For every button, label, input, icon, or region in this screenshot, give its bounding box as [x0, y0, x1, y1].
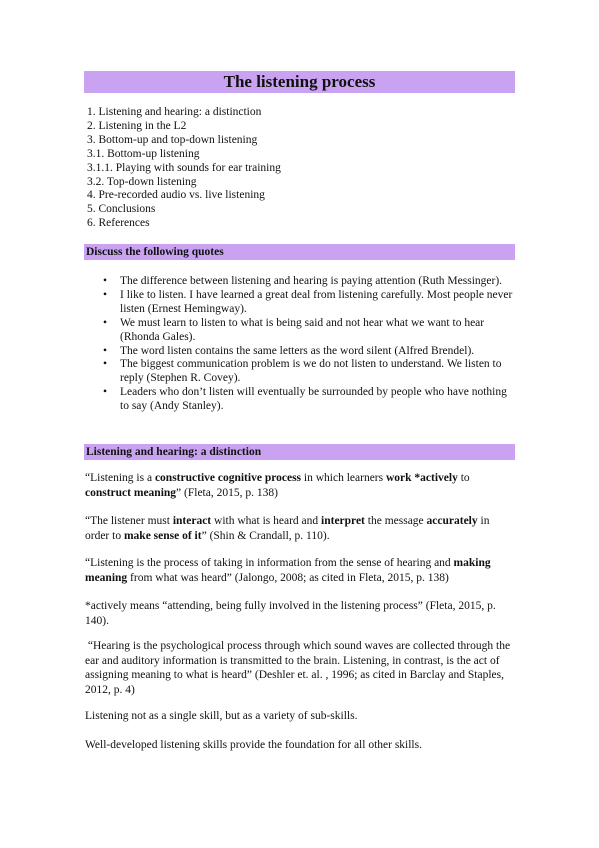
text-run: “Listening is a	[85, 472, 155, 484]
toc-item: 3.1. Bottom-up listening	[87, 147, 200, 160]
text-run: ” (Fleta, 2015, p. 138)	[176, 486, 278, 499]
list-item	[103, 345, 515, 359]
toc-item: 3. Bottom-up and top-down listening	[87, 133, 258, 146]
emphasis: make sense of it	[123, 529, 202, 542]
text-run: in which learners	[301, 472, 386, 484]
quotes-list	[103, 275, 515, 414]
quote-text: The word listen contains the same letters as the word silent (Alfred Brendel).	[120, 344, 475, 357]
toc-item: 6. References	[87, 217, 150, 230]
quote-text: The difference between listening and hearing is paying attention (Ruth Messinger).	[120, 275, 503, 287]
paragraph-sub-skills: Listening not as a single skill, but as a variety of sub-skills.	[85, 710, 358, 722]
emphasis: making meaning	[85, 557, 491, 584]
bullet-icon: •	[103, 358, 108, 371]
quote-text: We must learn to listen to what is being said and not hear what we want to hear (Rhonda Gales).	[120, 316, 485, 343]
list-item	[103, 386, 515, 414]
text-run: “Listening is the process of taking in information from the sense of hearing and	[85, 557, 454, 569]
quote-text: Leaders who don’t listen will eventually be surrounded by people who have nothing to say (Andy Stanley).	[120, 386, 507, 413]
page-title: The listening process	[84, 71, 515, 93]
text-run: in order to	[85, 515, 490, 542]
text-run: with what is heard and	[211, 515, 322, 527]
list-item	[103, 317, 515, 345]
text-run: ” (Shin & Crandall, p. 110).	[201, 529, 330, 542]
toc-item: 3.1.1. Playing with sounds for ear training	[87, 161, 281, 174]
bullet-icon: •	[103, 316, 108, 329]
toc-item: 4. Pre-recorded audio vs. live listening	[87, 189, 265, 202]
emphasis: interpret	[321, 515, 365, 527]
paragraph-listening-process	[85, 556, 515, 585]
paragraph-foundation: Well-developed listening skills provide the foundation for all other skills.	[85, 739, 422, 751]
list-item	[103, 275, 515, 289]
emphasis: construct meaning	[85, 486, 177, 499]
quote-text: I like to listen. I have learned a great deal from listening carefully. Most people never listen (Ernest Hemingway).	[120, 288, 513, 315]
distinction-heading: Listening and hearing: a distinction	[84, 444, 515, 460]
bullet-icon: •	[103, 344, 108, 357]
emphasis: interact	[172, 515, 212, 527]
toc-item: 3.2. Top-down listening	[87, 175, 197, 188]
list-item	[103, 289, 515, 317]
toc-item: 5. Conclusions	[87, 203, 156, 216]
bullet-icon: •	[103, 386, 108, 399]
quotes-heading: Discuss the following quotes	[84, 244, 515, 260]
table-of-contents	[87, 106, 281, 231]
paragraph-listener-interact	[85, 514, 515, 543]
paragraph-actively-note: *actively means “attending, being fully involved in the listening process” (Fleta, 2015, p. 140).	[85, 600, 496, 627]
text-run: from what was heard” (Jalongo, 2008; as cited in Fleta, 2015, p. 138)	[127, 571, 449, 584]
paragraph-hearing-definition: “Hearing is the psychological process through which sound waves are collected through the ear and auditory information is transmitted to the brain. Listening, in contrast, is the act of assigning meaning to what is heard” (Deshler et. al. , 1996; as cited in Barclay and Staples, 2012, p. 4)	[85, 640, 513, 696]
bullet-icon: •	[103, 275, 108, 287]
emphasis: constructive cognitive process	[154, 472, 302, 484]
text-run: “The listener must	[85, 515, 173, 527]
paragraph-listening-definition	[85, 471, 515, 500]
emphasis: work *actively	[385, 472, 458, 484]
bullet-icon: •	[103, 288, 108, 301]
toc-item: 2. Listening in the L2	[87, 119, 187, 132]
toc-item: 1. Listening and hearing: a distinction	[87, 106, 262, 118]
emphasis: accurately	[426, 515, 478, 527]
text-run: to	[457, 472, 470, 484]
text-run: the message	[364, 515, 427, 527]
list-item	[103, 358, 515, 386]
quote-text: The biggest communication problem is we do not listen to understand. We listen to reply (Stephen R. Covey).	[120, 358, 502, 385]
